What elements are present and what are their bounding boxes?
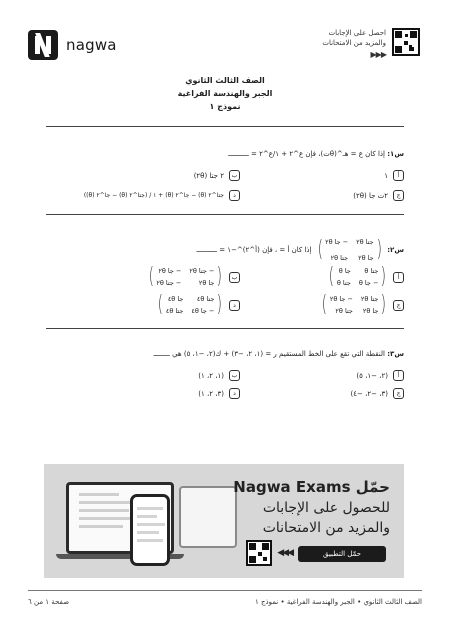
matrix-cell: − جا ٤θ: [191, 307, 215, 315]
option-b[interactable]: [194, 170, 240, 181]
option-letter: ج: [393, 300, 404, 311]
nagwa-logo[interactable]: [28, 30, 117, 60]
banner-line-1: للحصول على الإجابات: [262, 500, 390, 516]
option-b[interactable]: [147, 266, 240, 288]
promo-arrows-icon: ▶▶▶: [370, 50, 386, 59]
option-a[interactable]: [384, 170, 404, 181]
matrix-cell: جا ٢θ: [198, 279, 215, 287]
option-letter: أ: [393, 272, 404, 283]
option-text: ١: [384, 171, 388, 180]
matrix-cell: جتا ٤θ: [196, 295, 215, 303]
footer-course: الصف الثالث الثانوي • الجبر والهندسة الفراغية • نموذج ١: [255, 598, 422, 606]
phone-icon: [130, 494, 170, 566]
subject-title: الجبر والهندسة الفراغية: [177, 89, 273, 98]
promo-line-2: والمزيد من الامتحانات: [322, 39, 386, 47]
matrix-cell: جتا ٢θ: [356, 238, 374, 246]
footer-divider: [28, 590, 422, 591]
banner-title-en: Nagwa Exams: [233, 478, 351, 496]
header-promo-text: [322, 28, 386, 60]
option-letter: أ: [393, 370, 404, 381]
option-c[interactable]: [320, 294, 404, 316]
question-number: س٢:: [387, 246, 404, 254]
matrix-cell: جا ٤θ: [167, 295, 184, 303]
grade-title: الصف الثالث الثانوي: [185, 76, 265, 85]
page-number: صفحة ١ من ٦: [28, 598, 70, 606]
question-stem: إذا كان أ = ، فإن (أ^٢)^−١ = ــــــــــ: [196, 246, 312, 254]
option-letter: ب: [229, 370, 240, 381]
matrix-cell: جتا ٢θ: [330, 254, 349, 262]
option-b[interactable]: [198, 370, 240, 381]
stem-matrix: ( جتا ٢θ − جا ٢θ جا ٢θ جتا ٢θ ): [317, 237, 382, 262]
option-a[interactable]: [356, 370, 404, 381]
option-matrix: ( − جتا ٢θ − جا ٢θ جا ٢θ − جتا ٢θ ): [148, 264, 223, 289]
question-2: [46, 236, 404, 264]
banner-title: [233, 478, 390, 496]
promo-line-1: احصل على الإجابات: [328, 29, 386, 37]
matrix-cell: جا ٢θ: [362, 307, 379, 315]
divider: [46, 328, 404, 329]
option-letter: ب: [229, 272, 240, 283]
matrix-cell: جا ٢θ: [358, 254, 374, 262]
download-app-button[interactable]: حمّل التطبيق: [298, 546, 386, 562]
option-text: (٣، ٢، ١): [198, 389, 224, 398]
option-text: ٢ت جا (٢θ): [353, 191, 388, 200]
option-d[interactable]: [84, 190, 240, 201]
question-stem: إذا كان ع = هـ^(θت)، فإن ع^٢ + ١/ع^٢ = ــــــــــ: [228, 150, 385, 158]
option-letter: أ: [393, 170, 404, 181]
option-matrix: ( جتا ٤θ جا ٤θ − جا ٤θ جتا ٤θ ): [157, 292, 223, 317]
banner-title-ar: حمّل: [355, 478, 390, 496]
matrix-cell: جتا θ: [364, 267, 379, 275]
option-text: (١، ٢، ١): [198, 371, 224, 380]
banner-line-2: والمزيد من الامتحانات: [262, 520, 390, 536]
option-c[interactable]: [353, 190, 404, 201]
tablet-icon: [179, 486, 237, 548]
option-letter: د: [229, 388, 240, 399]
question-3: [46, 348, 404, 360]
divider: [46, 126, 404, 127]
matrix-cell: − جتا ٢θ: [156, 279, 182, 287]
option-matrix: ( جتا θ جا θ − جا θ جتا θ ): [328, 264, 387, 289]
matrix-cell: − جا ٢θ: [325, 238, 349, 246]
brand-name: nagwa: [66, 36, 117, 54]
arrows-icon: ◀◀◀: [277, 548, 292, 558]
option-letter: ج: [393, 190, 404, 201]
option-text: (٢، −١، ٥): [356, 371, 388, 380]
app-promo-banner[interactable]: [44, 464, 404, 578]
qr-code-icon[interactable]: [392, 28, 420, 56]
matrix-cell: جتا ٤θ: [165, 307, 184, 315]
banner-subtitle: [263, 498, 390, 538]
option-a[interactable]: [327, 266, 404, 288]
option-text: (٣، −٢، −٤): [350, 389, 388, 398]
divider: [46, 214, 404, 215]
question-number: س٣:: [387, 350, 404, 358]
option-c[interactable]: [351, 388, 404, 399]
option-d[interactable]: [156, 294, 240, 316]
matrix-cell: جتا ٢θ: [335, 307, 353, 315]
question-number: س١:: [387, 150, 404, 158]
matrix-cell: − جا ٢θ: [158, 267, 182, 275]
matrix-cell: جا θ: [338, 267, 351, 275]
option-text: جتا^٢ (θ) − جا^٢ (θ) + ١ / (جتا^٢ (θ) − جا^٢ (θ)): [83, 192, 224, 199]
option-letter: ج: [393, 388, 404, 399]
question-stem: النقطة التي تقع على الخط المستقيم ر = (١، ٢، −٣) + ك(٢، −١، ٥) هي ــــــــ: [153, 350, 385, 358]
option-letter: د: [229, 190, 240, 201]
option-text: ٢ جتا (٢θ): [193, 171, 224, 180]
matrix-cell: جتا θ: [336, 279, 351, 287]
option-letter: د: [229, 300, 240, 311]
banner-qr-code-icon[interactable]: [246, 540, 272, 566]
matrix-cell: جتا ٢θ: [360, 295, 379, 303]
question-1: [46, 148, 404, 160]
model-title: نموذج ١: [209, 102, 241, 111]
option-matrix: ( جتا ٢θ − جا ٢θ جا ٢θ جتا ٢θ ): [321, 292, 387, 317]
option-d[interactable]: [198, 388, 240, 399]
matrix-cell: − جتا ٢θ: [189, 267, 215, 275]
header-promo[interactable]: [322, 28, 420, 60]
matrix-cell: − جا ٢θ: [329, 295, 353, 303]
nagwa-logo-icon: [28, 30, 58, 60]
exam-title: [0, 74, 450, 113]
matrix-cell: − جا θ: [358, 279, 379, 287]
option-letter: ب: [229, 170, 240, 181]
